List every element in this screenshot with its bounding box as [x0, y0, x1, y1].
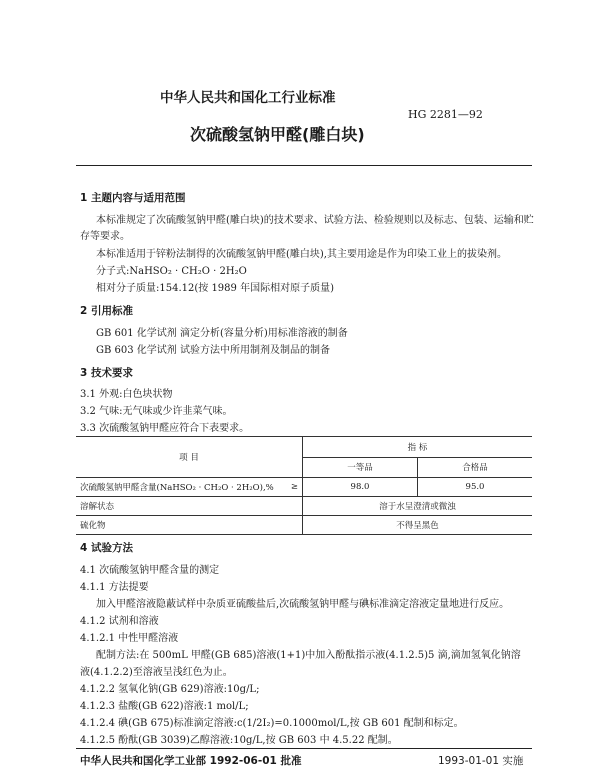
s4-line-4: 4.1.2 试剂和溶液 — [80, 616, 159, 627]
s1-paragraph-1a: 本标准规定了次硫酸氢钠甲醛(雕白块)的技术要求、试验方法、检验规则以及标志、包装、运输和贮 — [96, 215, 534, 226]
s4-line-3: 加入甲醛溶液隐蔽试样中杂质亚硫酸盐后,次硫酸氢钠甲醛与碘标准滴定溶液定量地进行反应。 — [96, 599, 510, 610]
approval-note: 中华人民共和国化学工业部 1992-06-01 批准 — [80, 755, 302, 767]
requirements-table — [76, 436, 532, 535]
standard-number: HG 2281—92 — [408, 108, 483, 121]
row-solubility-value: 溶于水呈澄清或微浊 — [303, 497, 533, 516]
header-qualified-grade: 合格品 — [418, 457, 533, 478]
bottom-divider — [76, 748, 532, 749]
s3-item-3: 3.3 次硫酸氢钠甲醛应符合下表要求。 — [80, 423, 250, 434]
row-solubility-item: 溶解状态 — [76, 497, 303, 516]
row-content-first: 98.0 — [303, 478, 418, 497]
molecular-mass: 相对分子质量:154.12(按 1989 年国际相对原子质量) — [96, 283, 334, 294]
s4-line-2: 4.1.1 方法提要 — [80, 582, 149, 593]
s3-item-1: 3.1 外观:白色块状物 — [80, 389, 173, 400]
header-index: 指 标 — [303, 437, 533, 458]
s4-line-8: 4.1.2.2 氢氧化钠(GB 629)溶液:10g/L; — [80, 684, 260, 695]
effective-date: 1993-01-01 实施 — [438, 755, 524, 767]
section-4-heading: 4 试验方法 — [80, 542, 133, 554]
s4-line-11: 4.1.2.5 酚酞(GB 3039)乙醇溶液:10g/L,按 GB 603 中 4.5.22 配制。 — [80, 731, 398, 746]
s1-paragraph-2: 本标准适用于锌粉法制得的次硫酸氢钠甲醛(雕白块),其主要用途是作为印染工业上的拔染剂。 — [96, 249, 507, 260]
s4-line-9: 4.1.2.3 盐酸(GB 622)溶液:1 mol/L; — [80, 701, 249, 712]
s4-line-1: 4.1 次硫酸氢钠甲醛含量的测定 — [80, 565, 220, 576]
s4-line-6: 配制方法:在 500mL 甲醛(GB 685)溶液(1+1)中加入酚酞指示液(4.1.2.5)5 滴,滴加氢氧化钠溶 — [96, 650, 521, 661]
table-row — [76, 497, 532, 516]
s3-item-2: 3.2 气味:无气味或少许韭菜气味。 — [80, 406, 233, 417]
page-title: 次硫酸氢钠甲醛(雕白块) — [190, 125, 365, 144]
s4-line-10: 4.1.2.4 碘(GB 675)标准滴定溶液:c(1/2I₂)=0.1000mol/L,按 GB 601 配制和标定。 — [80, 718, 464, 729]
org-title: 中华人民共和国化工行业标准 — [160, 90, 336, 106]
reference-gb601: GB 601 化学试剂 滴定分析(容量分析)用标准溶液的制备 — [96, 328, 348, 339]
s1-paragraph-1b: 存等要求。 — [80, 231, 130, 242]
section-1-heading: 1 主题内容与适用范围 — [80, 192, 186, 204]
row-content-item: 次硫酸氢钠甲醛含量(NaHSO₂ · CH₂O · 2H₂O),% — [76, 478, 278, 497]
s4-line-5: 4.1.2.1 中性甲醛溶液 — [80, 633, 179, 644]
row-sulfide-item: 硫化物 — [76, 516, 303, 535]
row-content-sign: ≥ — [278, 478, 303, 497]
row-content-qualified: 95.0 — [418, 478, 533, 497]
table-header-row — [76, 437, 532, 458]
row-sulfide-value: 不得呈黑色 — [303, 516, 533, 535]
top-divider — [76, 165, 532, 166]
header-item: 项 目 — [76, 437, 303, 478]
s4-line-7: 液(4.1.2.2)至溶液呈浅红色为止。 — [80, 667, 233, 678]
section-2-heading: 2 引用标准 — [80, 305, 133, 317]
table-row — [76, 478, 532, 497]
molecular-formula: 分子式:NaHSO₂ · CH₂O · 2H₂O — [96, 266, 247, 277]
table-row — [76, 516, 532, 535]
reference-gb603: GB 603 化学试剂 试验方法中所用制剂及制品的制备 — [96, 345, 330, 356]
header-first-grade: 一等品 — [303, 457, 418, 478]
section-3-heading: 3 技术要求 — [80, 367, 133, 379]
